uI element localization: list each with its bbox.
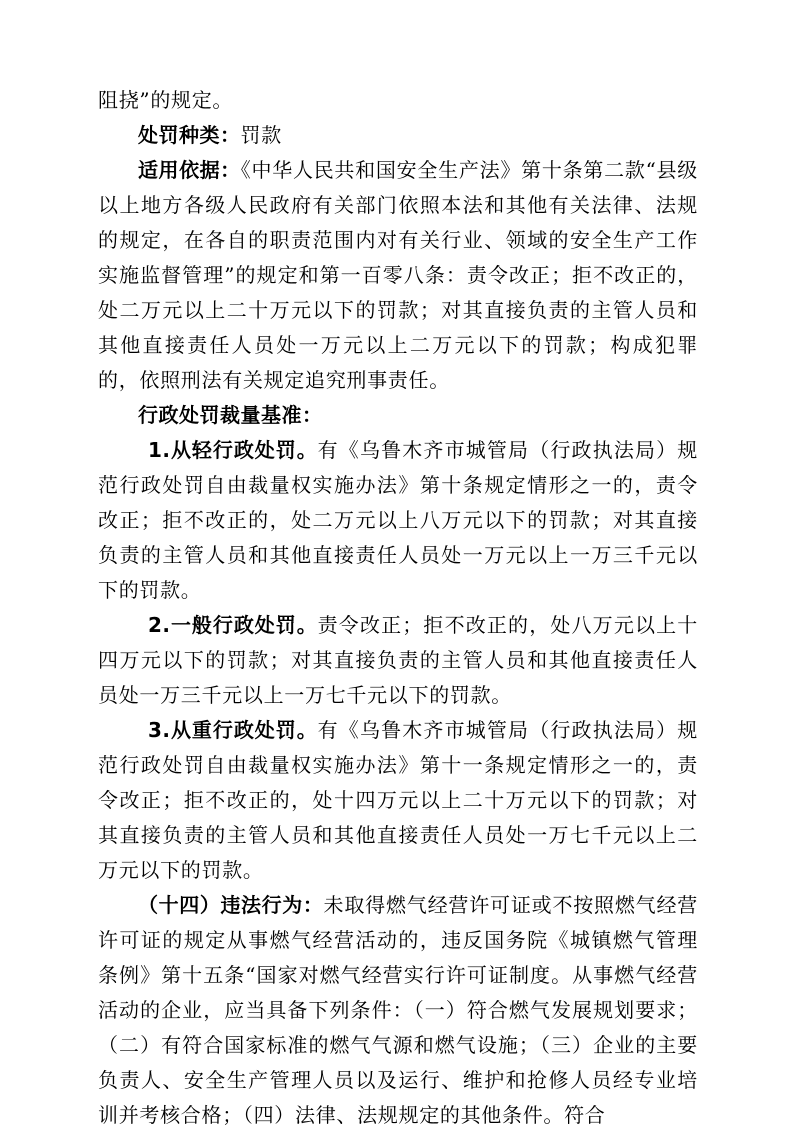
item-severe-label: 3.从重行政处罚。 (148, 718, 318, 742)
item-general (98, 608, 698, 713)
item-severe (98, 713, 698, 888)
penalty-type-label: 处罚种类： (138, 123, 241, 147)
legal-basis-paragraph (98, 153, 698, 398)
document-body (98, 83, 698, 1133)
violation-paragraph (98, 888, 698, 1133)
violation-label: （十四）违法行为： (138, 893, 324, 917)
penalty-type-text: 罚款 (240, 123, 282, 147)
item-general-label: 2.一般行政处罚。 (148, 613, 318, 637)
continuation-paragraph (98, 83, 698, 118)
item-lenient-label: 1.从轻行政处罚。 (148, 438, 318, 462)
legal-basis-text: 《中华人民共和国安全生产法》第十条第二款“县级以上地方各级人民政府有关部门依照本法和其他有关法律、法规的规定，在各自的职责范围内对有关行业、领域的安全生产工作实施监督管理”的规定和第一百零八条：责令改正；拒不改正的，处二万元以上二十万元以下的罚款；对其直接负责的主管人员和其他直接责任人员处一万元以上二万元以下的罚款；构成犯罪的，依照刑法有关规定追究刑事责任。 (98, 158, 698, 392)
penalty-type-paragraph (98, 118, 698, 153)
item-lenient (98, 433, 698, 608)
item-lenient-text: 有《乌鲁木齐市城管局（行政执法局）规范行政处罚自由裁量权实施办法》第十条规定情形之一的，责令改正；拒不改正的，处二万元以上八万元以下的罚款；对其直接负责的主管人员和其他直接责任人员处一万元以上一万三千元以下的罚款。 (98, 438, 698, 602)
item-severe-text: 有《乌鲁木齐市城管局（行政执法局）规范行政处罚自由裁量权实施办法》第十一条规定情形之一的，责令改正；拒不改正的，处十四万元以上二十万元以下的罚款；对其直接负责的主管人员和其他直接责任人员处一万七千元以上二万元以下的罚款。 (98, 718, 698, 882)
discretion-heading: 行政处罚裁量基准： (138, 403, 323, 427)
violation-text: 未取得燃气经营许可证或不按照燃气经营许可证的规定从事燃气经营活动的，违反国务院《城镇燃气管理条例》第十五条“国家对燃气经营实行许可证制度。从事燃气经营活动的企业，应当具备下列条件：（一）符合燃气发展规划要求；（二）有符合国家标准的燃气气源和燃气设施；（三）企业的主要负责人、安全生产管理人员以及运行、维护和抢修人员经专业培训并考核合格；（四）法律、法规规定的其他条件。符合 (98, 893, 699, 1127)
discretion-heading-paragraph (98, 398, 698, 433)
item-general-text: 责令改正；拒不改正的，处八万元以上十四万元以下的罚款；对其直接负责的主管人员和其他直接责任人员处一万三千元以上一万七千元以下的罚款。 (98, 613, 698, 707)
continuation-text: 阻挠”的规定。 (98, 88, 234, 112)
legal-basis-label: 适用依据： (138, 158, 241, 182)
